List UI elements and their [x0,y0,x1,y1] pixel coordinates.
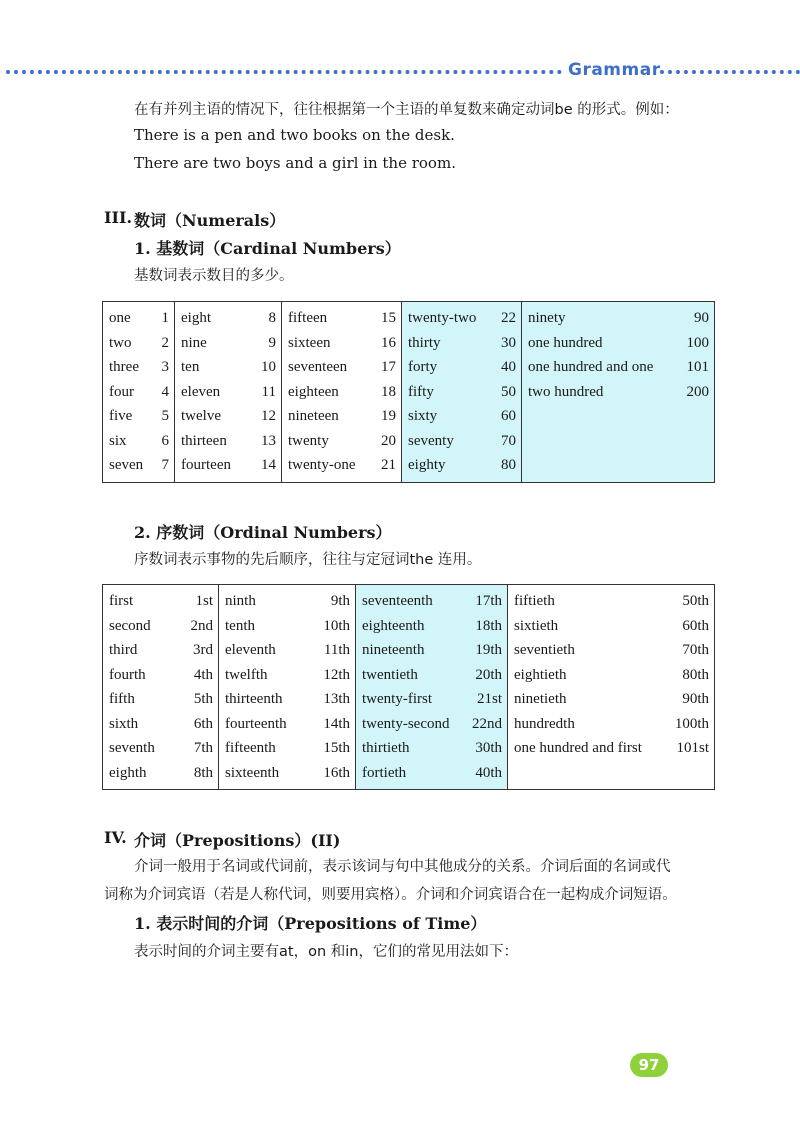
ordinal-word: twenty-first [362,691,432,707]
ordinal-word: fiftieth [514,593,555,609]
ordinal-row [225,663,350,688]
ordinal-word: tenth [225,617,255,634]
ordinal-col-4 [508,585,715,790]
ordinal-word: eightieth [514,666,567,683]
cardinal-word: nine [181,334,207,351]
ordinal-value: 3rd [193,642,213,658]
cardinal-word: fourteen [181,457,231,473]
cardinal-word: ninety [528,310,566,326]
ordinal-row [225,761,350,786]
ordinal-value: 100th [674,715,709,732]
cardinal-value: 14 [261,457,276,473]
ordinal-value: 15th [323,740,350,756]
ordinal-row [109,761,213,786]
ordinal-value: 101st [676,740,709,756]
ordinal-word: fifth [109,691,135,707]
numerals-heading: 数词（Numerals） [134,211,286,230]
example-sentence-2: There are two boys and a girl in the room. [134,154,456,172]
cardinal-row [408,429,516,454]
cardinal-row [528,306,709,331]
cardinal-value: 80 [501,457,516,473]
cardinal-word: nineteen [288,408,339,424]
cardinal-value: 1 [161,310,169,326]
ordinal-row [514,712,709,737]
cardinal-row [288,331,396,356]
ordinal-row [362,663,502,688]
ordinal-value: 6th [193,715,213,732]
cardinal-value: 100 [686,334,709,351]
ordinal-word: seventeenth [362,593,433,609]
ordinal-word: hundredth [514,715,575,732]
cardinal-word: five [109,408,133,424]
ordinal-value: 30th [475,740,502,756]
cardinal-row [109,355,169,380]
ordinal-row [514,736,709,761]
ordinal-row [109,614,213,639]
prepositions-paragraph-line-2: 词称为介词宾语（若是人称代词，则要用宾格）。介词和介词宾语合在一起构成介词短语。 [104,887,677,903]
cardinal-value: 21 [381,457,396,473]
cardinal-word: fifteen [288,310,328,326]
cardinal-value: 22 [501,310,516,326]
cardinal-word: thirteen [181,432,227,449]
cardinal-word: one [109,310,131,326]
cardinal-row [288,306,396,331]
ordinal-word: nineteenth [362,642,425,658]
cardinal-row [288,453,396,478]
ordinal-word: sixtieth [514,617,559,634]
ordinal-value: 50th [682,593,709,609]
cardinal-description: 基数词表示数目的多少。 [134,268,294,284]
ordinal-row [362,687,502,712]
prepositions-paragraph-line-1: 介词一般用于名词或代词前，表示该词与句中其他成分的关系。介词后面的名词或代 [134,859,671,875]
cardinal-word: seventeen [288,359,348,375]
ordinal-row [225,614,350,639]
cardinal-row [408,331,516,356]
ordinal-row [225,736,350,761]
cardinal-word: three [109,359,139,375]
ordinal-col-3 [356,585,508,790]
cardinal-word: thirty [408,334,441,351]
ordinal-word: fourteenth [225,715,287,732]
prepositions-heading: 介词（Prepositions）(II) [134,831,341,850]
ordinal-value: 9th [330,593,350,609]
ordinal-word: seventh [109,740,155,756]
ordinal-value: 12th [323,666,350,683]
cardinal-word: four [109,383,134,400]
cardinal-value: 10 [261,359,276,375]
cardinal-row [109,453,169,478]
cardinal-row [109,331,169,356]
cardinal-row [408,453,516,478]
cardinal-row [181,453,276,478]
cardinal-word: fifty [408,383,434,400]
ordinal-row [225,638,350,663]
ordinal-value: 22nd [472,715,502,732]
ordinal-word: sixth [109,715,139,732]
cardinal-row [181,306,276,331]
ordinal-value: 1st [195,593,213,609]
header-dotted-rule-right [660,70,800,74]
cardinal-word: eighteen [288,383,339,400]
ordinal-row [109,712,213,737]
cardinal-word: two hundred [528,383,604,400]
cardinal-value: 9 [268,334,276,351]
ordinal-word: ninetieth [514,691,567,707]
ordinal-word: twelfth [225,666,268,683]
cardinal-row [528,355,709,380]
ordinal-word: eighth [109,764,147,781]
cardinal-word: two [109,334,132,351]
cardinal-row [288,429,396,454]
cardinal-row [408,380,516,405]
time-prepositions-description: 表示时间的介词主要有at，on 和in，它们的常见用法如下： [134,944,518,960]
ordinal-value: 5th [193,691,213,707]
numerals-heading-number: III. [104,208,133,227]
ordinal-word: ninth [225,593,256,609]
cardinal-value: 5 [161,408,169,424]
cardinal-col-3 [282,302,402,483]
ordinal-word: fifteenth [225,740,276,756]
cardinal-value: 2 [161,334,169,351]
cardinal-row [109,306,169,331]
ordinal-row [514,614,709,639]
prepositions-heading-number: IV. [104,828,127,847]
ordinal-value: 40th [475,764,502,781]
cardinal-word: one hundred and one [528,359,654,375]
cardinal-word: six [109,432,127,449]
ordinal-row [109,638,213,663]
cardinal-row [181,380,276,405]
cardinal-word: one hundred [528,334,603,351]
ordinal-row [362,589,502,614]
ordinal-row [514,663,709,688]
ordinal-col-2 [219,585,356,790]
ordinal-word: thirteenth [225,691,283,707]
cardinal-word: seven [109,457,144,473]
ordinal-row [362,736,502,761]
ordinal-value: 18th [475,617,502,634]
cardinal-row [109,429,169,454]
ordinal-col-1 [103,585,219,790]
cardinal-row [528,331,709,356]
cardinal-row [408,404,516,429]
cardinal-heading: 1. 基数词（Cardinal Numbers） [134,239,401,258]
ordinal-word: fourth [109,666,146,683]
cardinal-value: 12 [261,408,276,424]
cardinal-value: 90 [694,310,709,326]
ordinal-value: 8th [193,764,213,781]
ordinal-description: 序数词表示事物的先后顺序，往往与定冠词the 连用。 [134,552,482,568]
ordinal-word: twenty-second [362,715,450,732]
cardinal-word: sixty [408,408,438,424]
cardinal-numbers-table [102,301,715,483]
ordinal-row [514,638,709,663]
ordinal-word: thirtieth [362,740,410,756]
ordinal-row [109,589,213,614]
cardinal-value: 30 [501,334,516,351]
cardinal-value: 6 [161,432,169,449]
cardinal-row [181,331,276,356]
cardinal-value: 70 [501,432,516,449]
ordinal-word: first [109,593,134,609]
cardinal-row [181,429,276,454]
ordinal-value: 10th [323,617,350,634]
ordinal-value: 17th [475,593,502,609]
ordinal-value: 16th [323,764,350,781]
ordinal-heading: 2. 序数词（Ordinal Numbers） [134,523,392,542]
ordinal-word: seventieth [514,642,575,658]
cardinal-value: 60 [501,408,516,424]
ordinal-word: sixteenth [225,764,280,781]
cardinal-word: eight [181,310,211,326]
ordinal-row [362,712,502,737]
cardinal-value: 17 [381,359,396,375]
cardinal-col-4 [402,302,522,483]
ordinal-value: 70th [682,642,709,658]
cardinal-value: 16 [381,334,396,351]
cardinal-value: 8 [268,310,276,326]
ordinal-word: eighteenth [362,617,425,634]
time-prepositions-heading: 1. 表示时间的介词（Prepositions of Time） [134,914,487,933]
cardinal-row [528,380,709,405]
ordinal-word: one hundred and first [514,740,642,756]
ordinal-value: 14th [323,715,350,732]
cardinal-value: 15 [381,310,396,326]
cardinal-word: twenty [288,432,329,449]
cardinal-row [109,404,169,429]
cardinal-col-5 [522,302,715,483]
page-number-badge: 97 [630,1053,668,1077]
cardinal-value: 3 [161,359,169,375]
cardinal-row [288,380,396,405]
cardinal-row [288,355,396,380]
cardinal-col-2 [175,302,282,483]
ordinal-word: second [109,617,151,634]
cardinal-value: 50 [501,383,516,400]
cardinal-word: eighty [408,457,446,473]
cardinal-row [288,404,396,429]
cardinal-word: sixteen [288,334,331,351]
ordinal-value: 60th [682,617,709,634]
cardinal-word: twenty-two [408,310,477,326]
cardinal-value: 11 [261,383,276,400]
ordinal-row [362,638,502,663]
ordinal-value: 11th [323,642,350,658]
cardinal-value: 20 [381,432,396,449]
ordinal-value: 19th [475,642,502,658]
ordinal-numbers-table [102,584,715,790]
cardinal-row [181,355,276,380]
ordinal-value: 13th [323,691,350,707]
ordinal-word: third [109,642,138,658]
ordinal-row [514,589,709,614]
ordinal-row [109,663,213,688]
ordinal-word: fortieth [362,764,407,781]
cardinal-value: 19 [381,408,396,424]
ordinal-row [109,736,213,761]
cardinal-word: twelve [181,408,221,424]
ordinal-row [362,761,502,786]
section-tag: Grammar [568,60,661,80]
cardinal-col-1 [103,302,175,483]
ordinal-row [109,687,213,712]
cardinal-word: forty [408,359,438,375]
ordinal-value: 2nd [190,617,213,634]
cardinal-row [408,306,516,331]
cardinal-value: 200 [686,383,709,400]
example-sentence-1: There is a pen and two books on the desk. [134,126,455,144]
cardinal-value: 101 [686,359,709,375]
ordinal-word: eleventh [225,642,276,658]
ordinal-value: 90th [682,691,709,707]
ordinal-row [225,687,350,712]
cardinal-value: 40 [501,359,516,375]
cardinal-word: ten [181,359,200,375]
ordinal-value: 80th [682,666,709,683]
ordinal-row [225,589,350,614]
cardinal-value: 7 [161,457,169,473]
ordinal-value: 7th [193,740,213,756]
cardinal-value: 13 [261,432,276,449]
ordinal-value: 4th [193,666,213,683]
cardinal-row [109,380,169,405]
cardinal-word: eleven [181,383,221,400]
cardinal-row [181,404,276,429]
ordinal-row [514,687,709,712]
cardinal-word: seventy [408,432,454,449]
intro-paragraph: 在有并列主语的情况下，往往根据第一个主语的单复数来确定动词be 的形式。例如： [134,102,679,118]
cardinal-value: 4 [161,383,169,400]
cardinal-row [408,355,516,380]
ordinal-value: 21st [476,691,502,707]
ordinal-row [225,712,350,737]
ordinal-word: twentieth [362,666,418,683]
header-dotted-rule-left [6,70,562,74]
cardinal-word: twenty-one [288,457,356,473]
cardinal-value: 18 [381,383,396,400]
ordinal-row [362,614,502,639]
ordinal-value: 20th [475,666,502,683]
